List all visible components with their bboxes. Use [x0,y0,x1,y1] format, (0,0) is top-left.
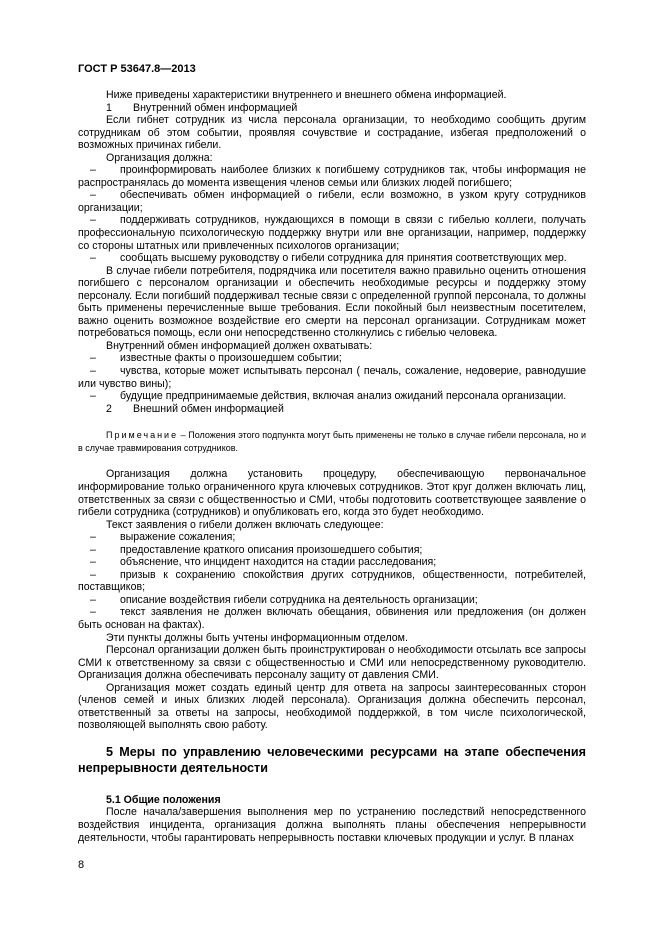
note-label: Примечание [106,430,179,441]
dash-marker: – [90,352,96,365]
list-item: – описание воздействия гибели сотрудника на деятельность организации; [90,593,478,606]
dash-marker: – [90,214,96,227]
paragraph-procedure: Организация должна установить процедуру, обеспечивающую первоначальное информирование только ограниченного круга ключевых сотрудников. Этот круг должен включать лиц, ответственных за связи с общественностью и СМИ, чтобы подготовить соответствующее заявление о гибели сотрудника (сотрудников) и опубликовать его, когда это будет необходимо. [78,468,586,519]
paragraph-contractor-death: В случае гибели потребителя, подрядчика или посетителя важно правильно оценить отношения погибшего с персоналом организации и обеспечить необходимые ресурсы и поддержку этому персоналу. Если погибший поддерживал тесные связи с определенной группой персонала, то должны быть применены перечисленные выше требования. Если покойный был неизвестным посетителем, важно оценить возможное воздействие его смерти на персонал организации. Сотрудникам может потребоваться помощь, если они непосредственно столкнулись с гибелью человека. [78,264,586,340]
paragraph-org-must: Организация должна: [106,151,213,164]
dash-marker: – [90,390,96,403]
list-item: – сообщать высшему руководству о гибели сотрудника для принятия соответствующих мер. [90,252,567,265]
dash-marker: – [90,164,96,177]
dash-marker: – [90,189,96,202]
paragraph-employee-death: Если гибнет сотрудник из числа персонала организации, то необходимо сообщить другим сотрудникам об этом событии, проявляя сочувствие и сострадание, избегая предположений о возможных причинах гибели. [78,114,586,152]
item-number: 2 [106,402,112,415]
dash-marker: – [90,568,96,581]
dash-marker: – [90,365,96,378]
dash-marker: – [90,593,96,606]
document-header: ГОСТ Р 53647.8—2013 [78,63,196,75]
paragraph-statement: Текст заявления о гибели должен включать следующее: [106,518,384,531]
note-block [78,429,586,454]
page-number: 8 [78,859,85,871]
paragraph-points: Эти пункты должны быть учтены информационным отделом. [106,631,408,644]
list-item: – текст заявления не должен включать обещания, обвинения или предложения (он должен быть основан на фактах). [78,606,586,631]
paragraph-personnel: Персонал организации должен быть проинструктирован о необходимости отсылать все запросы СМИ к ответственному за связи с общественностью и СМИ или непосредственному руководителю. Организация должна обеспечивать персоналу защиту от давления СМИ. [78,644,586,682]
item-number: 1 [106,101,112,114]
dash-marker: – [90,531,96,544]
item-label: Внешний обмен информацией [133,402,284,415]
numbered-item-internal [78,102,586,115]
paragraph-after: После начала/завершения выполнения мер по устранению последствий непосредственного воздействия инцидента, организация должна выполнять планы обеспечения непрерывности деятельности, чтобы гарантировать непрерывность поставки ключевых продукции и услуг. В планах [78,806,586,844]
list-item: – поддерживать сотрудников, нуждающихся в помощи в связи с гибелью коллеги, получать профессиональную психологическую поддержку внутри или вне организации, например, поддержку со стороны штатных или привлеченных психологов организации; [78,214,586,252]
paragraph-center: Организация может создать единый центр для ответа на запросы заинтересованных сторон (членов семей и иных близких людей персонала). Организация должна обеспечить персонал, ответственный за ответы на запросы, необходимой поддержкой, в том числе психологической, позволяющей выполнять свою работу. [78,681,586,732]
note-text: – Положения этого подпункта могут быть применены не только в случае гибели персонала, но и в случае травмирования сотрудников. [78,430,586,453]
intro-paragraph: Ниже приведены характеристики внутреннего и внешнего обмена информацией. [106,89,507,101]
dash-marker: – [90,606,96,619]
list-item: – объяснение, что инцидент находится на стадии расследования; [90,556,437,569]
list-item: – известные факты о произошедшем событии; [90,352,342,365]
item-label: Внутренний обмен информацией [133,101,298,114]
paragraph-internal-cover: Внутренний обмен информацией должен охватывать: [106,339,373,352]
list-item: – проинформировать наиболее близких к погибшему сотрудников так, чтобы информация не распространялась до момента извещения членов семьи или близких людей погибшего; [78,164,586,189]
dash-marker: – [90,252,96,265]
section-heading: 5 Меры по управлению человеческими ресурсами на этапе обеспечения непрерывности деятельности [78,744,586,775]
page-content [78,89,586,844]
list-item: – будущие предпринимаемые действия, включая анализ ожиданий персонала организации. [90,390,567,403]
list-item: – обеспечивать обмен информацией о гибели, если возможно, в узком кругу сотрудников организации; [78,189,586,214]
dash-marker: – [90,556,96,569]
dash-marker: – [90,543,96,556]
numbered-item-external [78,403,586,416]
list-item: – призыв к сохранению спокойствия других сотрудников, общественности, потребителей, поставщиков; [78,568,586,594]
list-item: – чувства, которые может испытывать персонал ( печаль, сожаление, недоверие, равнодушие или чувство вины); [78,365,586,390]
list-item: – предоставление краткого описания произошедшего события; [90,543,423,556]
list-item: – выражение сожаления; [90,531,236,544]
subsection-heading: 5.1 Общие положения [106,793,221,806]
